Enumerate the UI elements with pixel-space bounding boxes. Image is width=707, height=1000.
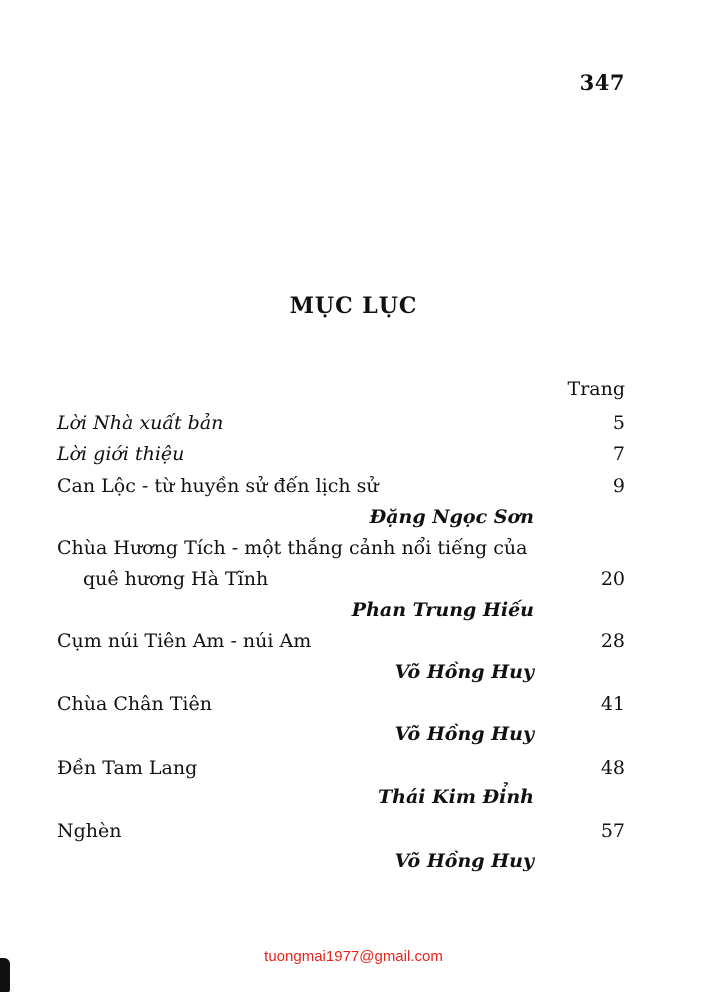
toc-entry-title: Đền Tam Lang — [57, 757, 198, 779]
toc-entry — [57, 628, 625, 654]
toc-entry-title: Lời Nhà xuất bản — [57, 412, 224, 434]
toc-entry-page: 5 — [612, 412, 625, 434]
toc-entry — [57, 441, 625, 467]
toc-entry-continuation — [57, 566, 625, 592]
toc-entry — [57, 473, 625, 499]
toc-entry-author: Đặng Ngọc Sơn — [369, 506, 534, 528]
toc-title: MỤC LỤC — [289, 293, 418, 319]
toc-entry — [57, 691, 625, 717]
toc-entry-title-continued: quê hương Hà Tĩnh — [83, 568, 269, 590]
toc-entry-page: 57 — [600, 820, 625, 842]
page-edge-mark — [0, 958, 10, 992]
toc-entry-author: Thái Kim Đỉnh — [378, 786, 534, 808]
toc-entry-author: Phan Trung Hiếu — [351, 599, 534, 621]
toc-entry — [57, 535, 625, 561]
toc-entry-title: Chùa Chân Tiên — [57, 693, 212, 715]
toc-entry-title: Nghèn — [57, 820, 122, 842]
toc-entry-author: Võ Hồng Huy — [394, 850, 534, 872]
toc-entry — [57, 410, 625, 436]
toc-entry-page: 7 — [612, 443, 625, 465]
footer-email: tuongmai1977@gmail.com — [264, 948, 443, 965]
toc-entry-page: 20 — [600, 568, 625, 590]
toc-entry-title: Lời giới thiệu — [57, 443, 185, 465]
page-column-label: Trang — [567, 378, 625, 400]
toc-entry-title: Cụm núi Tiên Am - núi Am — [57, 630, 312, 652]
toc-entry-author: Võ Hồng Huy — [394, 723, 534, 745]
toc-entry-page: 9 — [612, 475, 625, 497]
toc-entry-page: 28 — [600, 630, 625, 652]
toc-entry-page: 48 — [600, 757, 625, 779]
page-number: 347 — [579, 70, 625, 95]
toc-entry-title: Chùa Hương Tích - một thắng cảnh nổi tiếng của — [57, 537, 528, 559]
toc-entry-title: Can Lộc - từ huyền sử đến lịch sử — [57, 475, 379, 497]
toc-entry-page: 41 — [600, 693, 625, 715]
toc-entry — [57, 755, 625, 781]
toc-entry-author: Võ Hồng Huy — [394, 661, 534, 683]
toc-entry — [57, 818, 625, 844]
